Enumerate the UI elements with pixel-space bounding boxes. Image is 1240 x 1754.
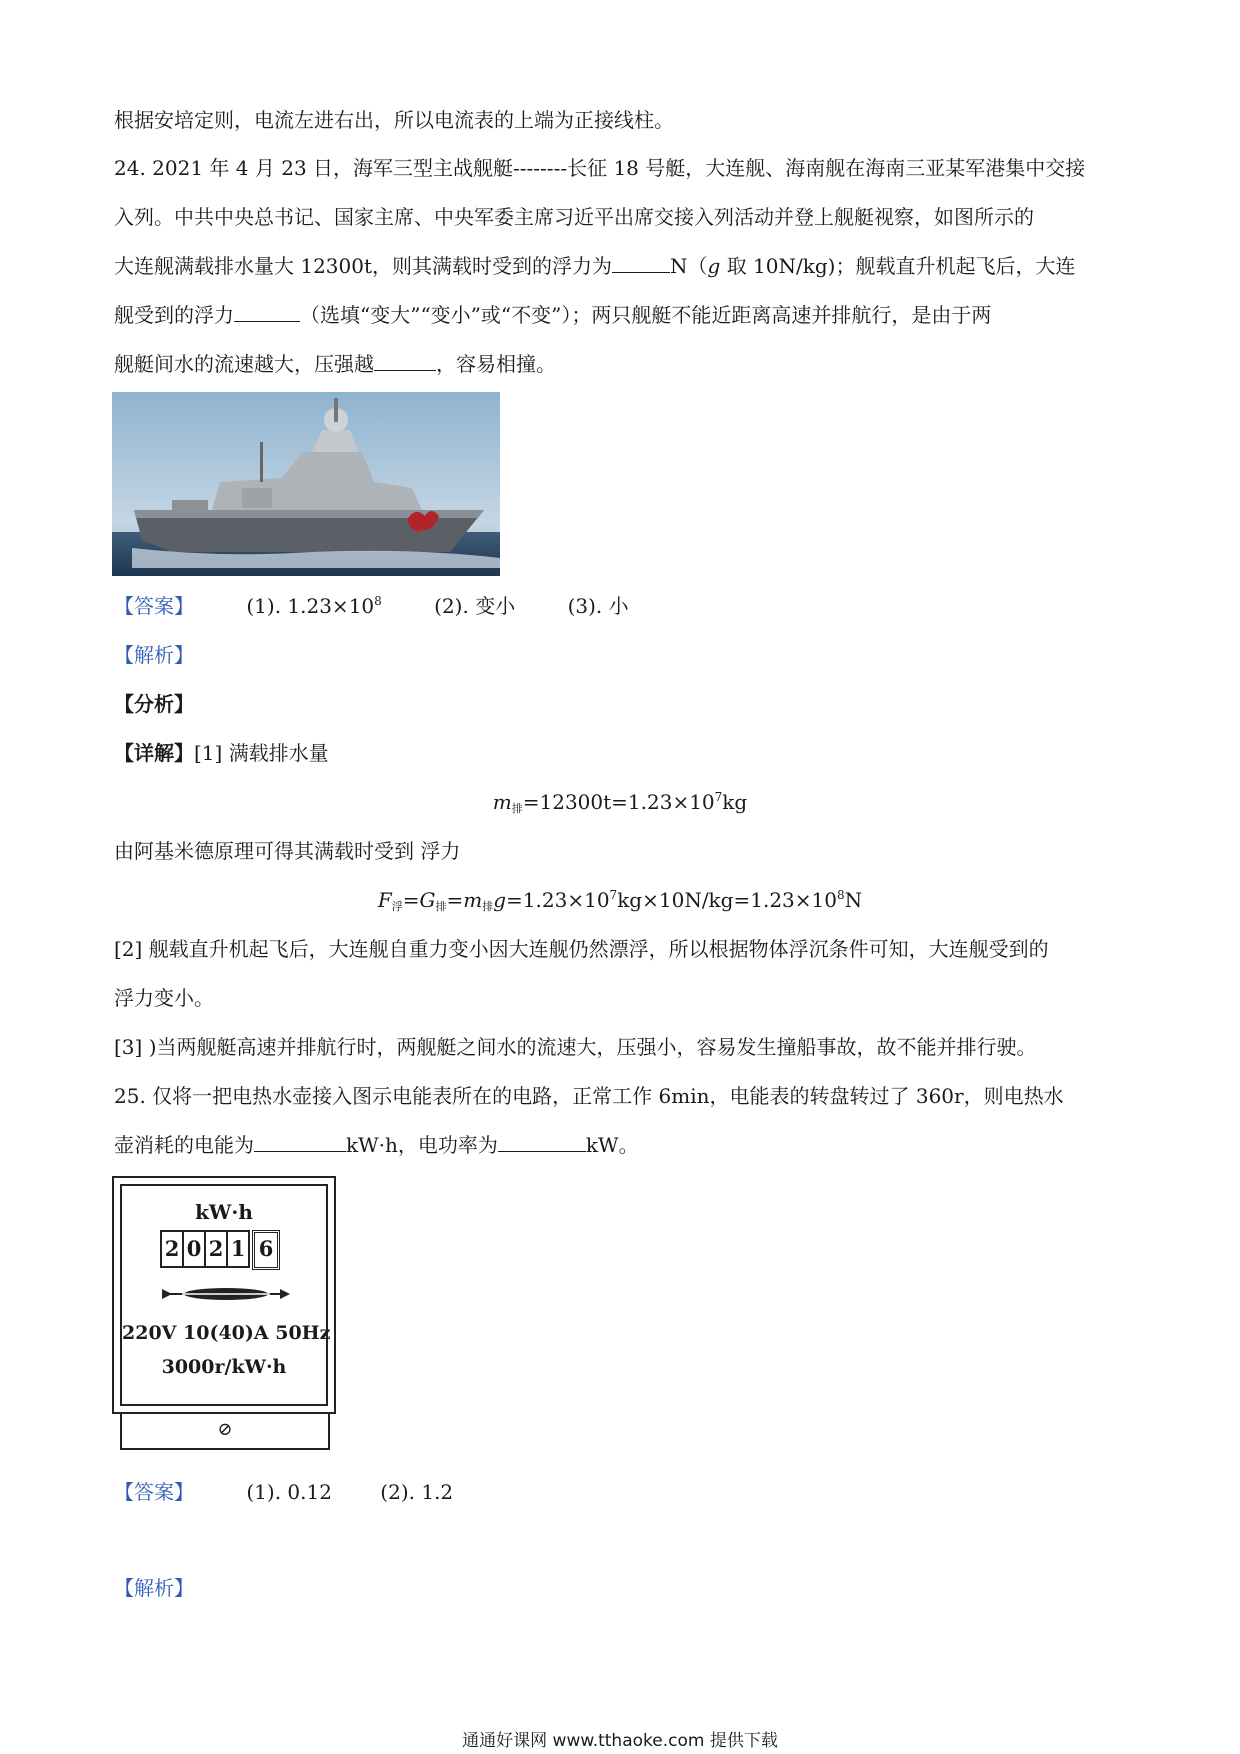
analysis-tag-24: 【解析】	[114, 643, 194, 667]
answer-25-2: (2). 1.2	[380, 1480, 454, 1504]
detail-line-3: [2] 舰载直升机起飞后，大连舰自重力变小因大连舰仍然漂浮，所以根据物体浮沉条件可知，大连舰受到的	[114, 937, 1049, 961]
blank-pressure	[374, 350, 436, 371]
detail-line-1: 【详解】[1] 满载排水量	[114, 741, 329, 765]
answer-24-1: (1). $1.23\times 10^8$	[246, 594, 382, 618]
answer-tag: 【答案】	[114, 594, 194, 618]
answer-25-line	[114, 1478, 453, 1506]
blank-buoyancy-change	[234, 301, 300, 322]
meter-spec-line-1: 220V 10(40)A 50Hz	[122, 1322, 331, 1344]
equation-buoyancy: F浮=G排=m排$g=1.23\times 10^7kg\times 10N/kg=1.23\times 10^8N$	[377, 888, 863, 913]
fenxi-tag: 【分析】	[114, 692, 194, 716]
q24-line-3-text-a: 大连舰满载排水量大 12300t，则其满载时受到的浮力为	[114, 254, 613, 278]
page-footer: 通通好课网 www.tthaoke.com 提供下载	[462, 1731, 778, 1751]
xiangjie-tag: 【详解】	[114, 741, 194, 765]
meter-decimal-digit: 6	[252, 1230, 280, 1270]
energy-meter-figure	[112, 1176, 336, 1452]
equation-mass: m排$=12300t=1.23\times 10^7kg$	[492, 790, 748, 815]
analysis-tag-25: 【解析】	[114, 1576, 194, 1600]
meter-outer-frame	[112, 1176, 336, 1414]
destroyer-photo	[112, 392, 500, 576]
meter-digit: 2	[204, 1230, 228, 1268]
blank-energy	[254, 1131, 346, 1152]
intro-line: 根据安培定则，电流左进右出，所以电流表的上端为正接线柱。	[114, 108, 674, 132]
q24-line-1: 24. 2021 年 4 月 23 日，海军三型主战舰艇--------长征 18 号艇，大连舰、海南舰在海南三亚某军港集中交接	[114, 156, 1086, 180]
meter-digit: 2	[160, 1230, 184, 1268]
answer-25-1: (1). 0.12	[246, 1480, 332, 1504]
q24-line-4	[114, 301, 991, 329]
meter-digit: 0	[182, 1230, 206, 1268]
meter-inner-frame	[120, 1184, 331, 1406]
answer-tag: 【答案】	[114, 1480, 194, 1504]
answer-24-2: (2). 变小	[434, 594, 516, 618]
q24-line-5	[114, 350, 556, 378]
meter-unit-label: kW·h	[195, 1200, 253, 1224]
q24-line-3	[114, 252, 1075, 280]
q24-line-4-text-a: 舰受到的浮力	[114, 303, 234, 327]
rotating-disc-icon	[162, 1284, 292, 1304]
meter-digits	[162, 1230, 280, 1270]
q25-line-1: 25. 仅将一把电热水壶接入图示电能表所在的电路，正常工作 6min，电能表的转盘转过了 360r，则电热水	[114, 1084, 1064, 1108]
answer-24-line	[114, 592, 629, 620]
terminal-symbol-icon: ⊘	[217, 1419, 233, 1440]
q24-line-5-text-b: ，容易相撞。	[436, 352, 556, 376]
blank-power	[498, 1131, 586, 1152]
meter-terminal-box	[120, 1412, 330, 1450]
q24-line-3-text-b: N（	[670, 254, 708, 278]
q25-line-2: 壶消耗的电能为 kW·h，电功率为 kW。	[114, 1133, 639, 1157]
detail-line-4: 浮力变小。	[114, 986, 214, 1010]
q24-line-3-text-c: 取 10N/kg)；舰载直升机起飞后，大连	[720, 254, 1076, 278]
detail-line-2: 由阿基米德原理可得其满载时受到 浮力	[114, 839, 461, 863]
q24-line-5-text-a: 舰艇间水的流速越大，压强越	[114, 352, 374, 376]
g-symbol: g	[707, 254, 721, 278]
detail-line-5: [3] )当两舰艇高速并排航行时，两舰艇之间水的流速大，压强小，容易发生撞船事故，故不能并排行驶。	[114, 1035, 1037, 1059]
meter-digit: 1	[226, 1230, 250, 1268]
q24-line-2: 入列。中共中央总书记、国家主席、中央军委主席习近平出席交接入列活动并登上舰艇视察，如图所示的	[114, 205, 1034, 229]
blank-buoyancy	[612, 252, 670, 273]
meter-spec-line-2: 3000r/kW·h	[161, 1356, 287, 1378]
answer-24-3: (3). 小	[567, 594, 629, 618]
q24-line-4-text-b: （选填“变大”“变小”或“不变”）；两只舰艇不能近距离高速并排航行，是由于两	[300, 303, 992, 327]
